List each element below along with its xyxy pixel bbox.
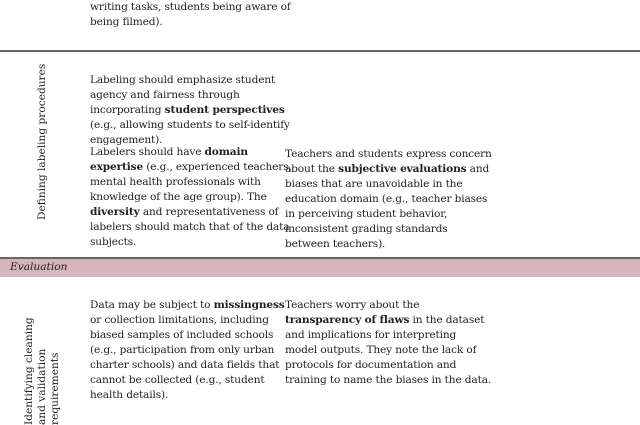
text-line	[90, 73, 290, 88]
text-line	[285, 222, 492, 237]
text-run: incorporating	[90, 104, 165, 116]
emphasized-text: transparency of flaws	[285, 314, 410, 326]
text-line	[90, 175, 292, 190]
labeling-consideration-1	[90, 73, 290, 148]
text-run: Teachers worry about the	[285, 299, 420, 311]
text-line	[285, 313, 491, 328]
text-run: mental health professionals with	[90, 176, 261, 188]
text-run: Teachers and students express concern	[285, 148, 492, 160]
text-run: in the dataset	[409, 314, 485, 326]
text-line	[90, 0, 291, 15]
text-run: biases that are unavoidable in the	[285, 178, 463, 190]
text-line	[285, 298, 491, 313]
text-run: Labeling should emphasize student	[90, 74, 276, 86]
text-run: engagement).	[90, 134, 163, 146]
row-divider	[0, 50, 640, 52]
text-run: knowledge of the age group). The	[90, 191, 267, 203]
text-run: or collection limitations, including	[90, 314, 269, 326]
text-line	[90, 145, 292, 160]
text-run: charter schools) and data fields that	[90, 359, 280, 371]
stage-label-line: and validation	[36, 348, 48, 425]
cleaning-concern	[285, 298, 491, 388]
text-run: cannot be collected (e.g., student	[90, 374, 265, 386]
text-line	[285, 237, 492, 252]
text-line	[90, 298, 285, 313]
text-line	[90, 235, 292, 250]
section-title: Evaluation	[10, 261, 68, 273]
emphasized-text: domain	[204, 146, 248, 158]
text-run: being filmed).	[90, 16, 163, 28]
text-run: agency and fairness through	[90, 89, 240, 101]
labeling-consideration-2	[90, 145, 292, 250]
labeling-concern	[285, 147, 492, 252]
text-run: and	[466, 163, 490, 175]
text-line	[90, 313, 285, 328]
text-run: about the	[285, 163, 339, 175]
text-line	[90, 373, 285, 388]
text-line	[90, 220, 292, 235]
text-line	[285, 373, 491, 388]
emphasized-text: student perspectives	[164, 104, 285, 116]
section-header-evaluation	[0, 259, 640, 277]
text-line	[285, 177, 492, 192]
text-run: (e.g., allowing students to self-identify	[90, 119, 290, 131]
text-line	[90, 88, 290, 103]
text-line	[90, 343, 285, 358]
text-run: subjects.	[90, 236, 137, 248]
text-line	[285, 147, 492, 162]
text-run: and implications for interpreting	[285, 329, 457, 341]
emphasized-text: missingness	[213, 299, 285, 311]
previous-row-text	[90, 0, 291, 30]
text-line	[90, 15, 291, 30]
stage-label-labeling: Defining labeling procedures	[36, 63, 48, 220]
text-line	[90, 358, 285, 373]
text-line	[285, 162, 492, 177]
text-line	[285, 192, 492, 207]
text-run: model outputs. They note the lack of	[285, 344, 477, 356]
text-run: in perceiving student behavior,	[285, 208, 448, 220]
text-line	[285, 328, 491, 343]
stage-label-line: requirements	[49, 352, 61, 425]
text-run: protocols for documentation and	[285, 359, 457, 371]
text-line	[90, 118, 290, 133]
text-line	[285, 207, 492, 222]
text-run: health details).	[90, 389, 169, 401]
stage-label-cleaning	[23, 317, 62, 425]
text-run: and representativeness of	[139, 206, 279, 218]
text-run: (e.g., experienced teachers,	[143, 161, 292, 173]
text-run: labelers should match that of the data	[90, 221, 290, 233]
text-line	[285, 343, 491, 358]
emphasized-text: diversity	[90, 206, 140, 218]
text-line	[90, 103, 290, 118]
text-run: biased samples of included schools	[90, 329, 274, 341]
text-run: between teachers).	[285, 238, 386, 250]
emphasized-text: subjective evaluations	[338, 163, 467, 175]
text-run: writing tasks, students being aware of	[90, 1, 291, 13]
emphasized-text: expertise	[90, 161, 144, 173]
text-run: (e.g., participation from only urban	[90, 344, 275, 356]
text-line	[285, 358, 491, 373]
cleaning-consideration	[90, 298, 285, 403]
text-line	[90, 328, 285, 343]
text-line	[90, 205, 292, 220]
text-run: inconsistent grading standards	[285, 223, 448, 235]
text-run: training to name the biases in the data.	[285, 374, 492, 386]
text-line	[90, 160, 292, 175]
text-line	[90, 190, 292, 205]
text-run: Data may be subject to	[90, 299, 214, 311]
stage-label-line: Identifying cleaning	[23, 317, 35, 425]
text-run: Labelers should have	[90, 146, 205, 158]
text-line	[90, 388, 285, 403]
text-run: education domain (e.g., teacher biases	[285, 193, 488, 205]
